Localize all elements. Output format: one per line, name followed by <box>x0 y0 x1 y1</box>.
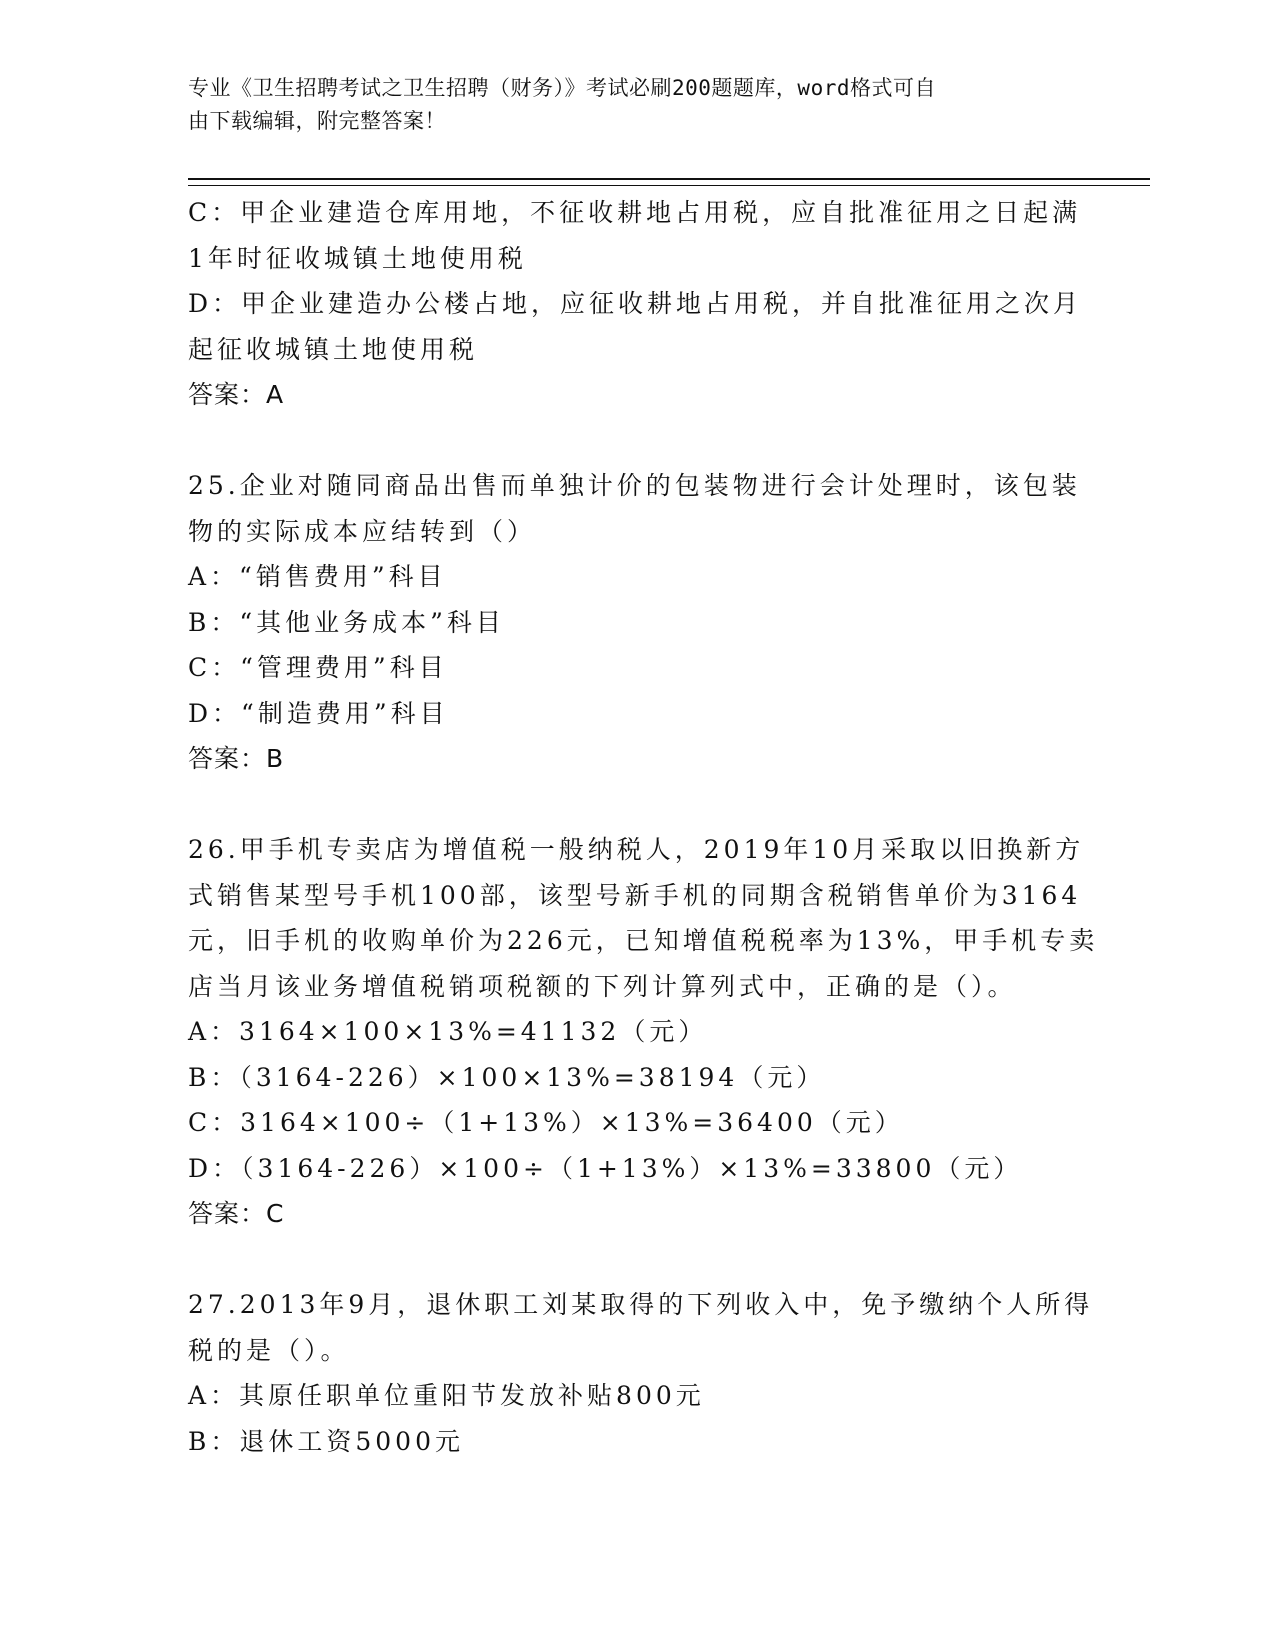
header-line-2: 由下载编辑，附完整答案！ <box>188 109 446 133</box>
question-text-line-2: 物的实际成本应结转到（） <box>188 516 537 546</box>
question-text-line-4: 店当月该业务增值税销项税额的下列计算列式中，正确的是（）。 <box>188 971 1017 1001</box>
header-rule-thick <box>188 178 1150 180</box>
answer-line: 答案：C <box>188 1199 285 1228</box>
option-d-line-1: D：甲企业建造办公楼占地，应征收耕地占用税，并自批准征用之次月 <box>188 289 1083 318</box>
spacer <box>188 1237 1088 1283</box>
answer-line: 答案：A <box>188 380 285 409</box>
question-text-line-1: 27.2013年9月，退休职工刘某取得的下列收入中，免予缴纳个人所得 <box>188 1290 1094 1319</box>
question-text-line-1: 26.甲手机专卖店为增值税一般纳税人，2019年10月采取以旧换新方 <box>188 835 1085 864</box>
question-27 <box>188 1282 1094 1464</box>
option-d: D：“制造费用”科目 <box>188 698 449 728</box>
spacer <box>188 782 1088 828</box>
document-header <box>188 72 1068 138</box>
question-24-tail <box>188 190 1088 418</box>
option-b: B：“其他业务成本”科目 <box>188 607 505 637</box>
header-line-1: 专业《卫生招聘考试之卫生招聘（财务）》考试必刷200题题库，word格式可自 <box>188 76 936 100</box>
option-b: B：退休工资5000元 <box>188 1426 464 1456</box>
question-text-line-3: 元，旧手机的收购单价为226元，已知增值税税率为13%，甲手机专卖 <box>188 926 1099 955</box>
option-a: A：“销售费用”科目 <box>188 562 447 591</box>
question-text-line-2: 式销售某型号手机100部，该型号新手机的同期含税销售单价为3164 <box>188 880 1082 910</box>
question-text-line-1: 25.企业对随同商品出售而单独计价的包装物进行会计处理时，该包装 <box>188 471 1081 500</box>
option-c-line-1: C：甲企业建造仓库用地，不征收耕地占用税，应自批准征用之日起满 <box>188 198 1082 227</box>
header-rule-thin <box>188 185 1150 186</box>
question-text-line-2: 税的是（）。 <box>188 1335 350 1365</box>
answer-line: 答案：B <box>188 744 285 773</box>
option-c: C：3164×100÷（1+13%）×13%=36400（元） <box>188 1108 904 1137</box>
option-d: D：（3164-226）×100÷（1+13%）×13%=33800（元） <box>188 1153 1023 1183</box>
document-body <box>188 190 1099 1464</box>
option-a: A：其原任职单位重阳节发放补贴800元 <box>188 1381 705 1410</box>
option-d-line-2: 起征收城镇土地使用税 <box>188 334 479 364</box>
option-a: A：3164×100×13%=41132（元） <box>188 1017 708 1046</box>
spacer <box>188 418 1088 464</box>
question-26 <box>188 827 1099 1237</box>
question-25 <box>188 463 1088 782</box>
option-b: B：（3164-226）×100×13%=38194（元） <box>188 1062 826 1092</box>
option-c: C：“管理费用”科目 <box>188 653 448 682</box>
option-c-line-2: 1年时征收城镇土地使用税 <box>188 243 527 273</box>
